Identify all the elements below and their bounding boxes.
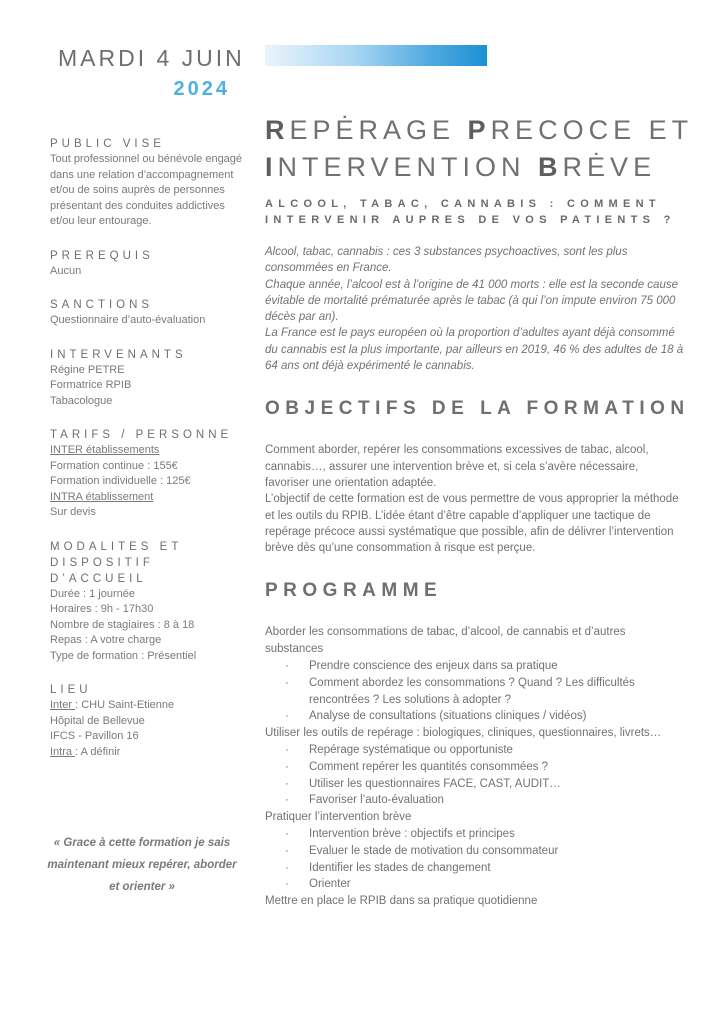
programme-group-title: Utiliser les outils de repérage : biologiques, cliniques, questionnaires, livrets… [265, 727, 662, 740]
bullet-icon: · [285, 828, 289, 841]
programme-heading: PROGRAMME [265, 580, 443, 602]
bullet-icon: · [285, 794, 289, 807]
modalite-type: Type de formation : Présentiel [50, 649, 197, 662]
bullet-icon: · [285, 777, 289, 790]
sidebar [50, 136, 245, 778]
lieu-intra [50, 745, 245, 761]
title-word-intervention: NTERVENTION [277, 152, 539, 182]
modalite-stagiaires: Nombre de stagiaires : 8 à 18 [50, 618, 195, 631]
bullet-icon: · [285, 861, 289, 874]
title-word-precoce: RECOCE ET [490, 115, 694, 145]
programme-item: · Favoriser l’auto-évaluation [265, 792, 685, 809]
decorative-gradient-bar [265, 45, 487, 66]
section-prerequis [50, 248, 245, 280]
programme-list [265, 624, 685, 910]
bullet-icon: · [285, 878, 289, 891]
bullet-icon: · [285, 744, 289, 757]
lieu-hopital: Hôpital de Bellevue [50, 714, 145, 727]
lieu-intra-value: : A définir [75, 745, 121, 758]
title-initial-r: R [265, 115, 290, 145]
page-subtitle: ALCOOL, TABAC, CANNABIS : COMMENT INTERVENIR AUPRES DE VOS PATIENTS ? [265, 198, 676, 226]
lieu-inter [50, 698, 245, 714]
objectifs-paragraph: L’objectif de cette formation est de vous permettre de vous approprier la méthode et les outils du RPIB. L’idée étant d’être capable d’appliquer une tactique de repérage précoce aussi systématique que possible, afin de délivrer l’intervention brève dès qu’une consommation à risque est perçue. [265, 493, 679, 555]
tarif-formation-individuelle: Formation individuelle : 125€ [50, 475, 191, 487]
programme-item: · Intervention brève : objectifs et principes [265, 826, 685, 843]
programme-group-title: Aborder les consommations de tabac, d’alcool, de cannabis et d’autres substances [265, 626, 626, 656]
tarif-formation-continue: Formation continue : 155€ [50, 459, 178, 472]
section-public-vise [50, 136, 245, 230]
lieu-pavillon: IFCS - Pavillon 16 [50, 730, 139, 742]
tarif-intra-devis: Sur devis [50, 506, 96, 518]
title-word-breve: RĖVE [562, 152, 657, 182]
lieu-intra-label: Intra [50, 745, 76, 758]
programme-item: · Utiliser les questionnaires FACE, CAST, AUDIT… [265, 776, 685, 793]
programme-group-title: Mettre en place le RPIB dans sa pratique quotidienne [265, 895, 538, 908]
section-sanctions [50, 297, 245, 329]
main-content [265, 112, 694, 910]
prerequis-heading: PREREQUIS [50, 249, 154, 262]
intervenant-specialty: Tabacologue [50, 394, 113, 407]
lieu-inter-value: : CHU Saint-Etienne [75, 699, 175, 711]
bullet-icon: · [285, 660, 289, 673]
title-initial-p: P [467, 115, 491, 145]
intro-paragraph: Chaque année, l’alcool est à l’origine de 41 000 morts : elle est la seconde cause évitable de mortalité prématurée après le tabac (à qui l’on impute environ 75 000 décès par an). [265, 278, 678, 324]
programme-group-title: Pratiquer l’intervention brève [265, 811, 412, 824]
testimonial-quote: « Grace à cette formation je sais maintenant mieux repérer, aborder et orienter » [47, 837, 237, 893]
public-vise-heading: PUBLIC VISE [50, 138, 165, 150]
title-initial-i: I [265, 152, 278, 182]
year-label: 2024 [173, 78, 230, 100]
section-intervenants [50, 347, 245, 410]
programme-item: · Evaluer le stade de motivation du consommateur [265, 843, 685, 860]
bullet-icon: · [285, 760, 289, 773]
date-label: MARDI 4 JUIN [58, 45, 245, 71]
public-vise-text: Tout professionnel ou bénévole engagé dans une relation d’accompagnement et/ou de soins auprès de personnes présentant des conduites addictives et/ou leur entourage. [50, 153, 243, 227]
title-initial-b: B [538, 152, 563, 182]
tarif-intra-label: INTRA établissement [50, 490, 154, 503]
section-modalites [50, 539, 245, 665]
prerequis-text: Aucun [50, 264, 82, 277]
tarifs-heading: TARIFS / PERSONNE [50, 429, 233, 441]
programme-item: · Analyse de consultations (situations cliniques / vidéos) [265, 708, 685, 725]
intro-paragraph: Alcool, tabac, cannabis : ces 3 substances psychoactives, sont les plus consommées en France. [265, 246, 628, 275]
modalites-heading: MODALITES ET DISPOSITIF D’ACCUEIL [50, 540, 183, 585]
objectifs-heading: OBJECTIFS DE LA FORMATION [265, 398, 690, 420]
modalite-horaires: Horaires : 9h - 17h30 [50, 603, 154, 615]
page-title-line-1 [265, 112, 694, 149]
programme-item: · Identifier les stades de changement [265, 860, 685, 877]
section-lieu [50, 682, 245, 760]
programme-item: · Orienter [265, 876, 685, 893]
objectifs-paragraph: Comment aborder, repérer les consommations excessives de tabac, alcool, cannabis…, assurer une intervention brève et, si cela s’avère nécessaire, favoriser une orientation adaptée. [265, 444, 649, 489]
intro-block [265, 244, 685, 374]
page-title-line-2 [265, 149, 685, 186]
bullet-icon: · [285, 844, 289, 857]
bullet-icon: · [285, 676, 289, 689]
bullet-icon: · [285, 710, 289, 723]
lieu-inter-label: Inter [50, 699, 76, 711]
sanctions-heading: SANCTIONS [50, 299, 154, 311]
sanctions-text: Questionnaire d’auto-évaluation [50, 314, 206, 326]
tarif-inter-label: INTER établissements [50, 444, 160, 456]
programme-item: · Comment repérer les quantités consommées ? [265, 759, 685, 776]
objectifs-text [265, 442, 685, 556]
programme-item: · Repérage systématique ou opportuniste [265, 742, 685, 759]
modalite-duree: Durée : 1 journée [50, 587, 135, 600]
section-tarifs [50, 427, 245, 521]
intro-paragraph: La France est le pays européen où la proportion d’adultes ayant déjà consommé du cannabis est la plus importante, par ailleurs en 2019, 46 % des adultes de 18 à 64 ans ont déjà expérimenté le cannabis. [265, 327, 684, 373]
modalite-repas: Repas : A votre charge [50, 634, 162, 646]
date-block [58, 44, 245, 104]
programme-item: · Comment abordez les consommations ? Quand ? Les difficultés rencontrées ? Les solutions à adopter ? [265, 675, 685, 709]
intervenant-name: Régine PETRE [50, 363, 125, 376]
title-word-reperage: EPĖRAGE [289, 115, 468, 145]
intervenant-role: Formatrice RPIB [50, 379, 132, 391]
intervenants-heading: INTERVENANTS [50, 348, 187, 361]
programme-item: · Prendre conscience des enjeux dans sa pratique [265, 658, 685, 675]
lieu-heading: LIEU [50, 684, 92, 696]
